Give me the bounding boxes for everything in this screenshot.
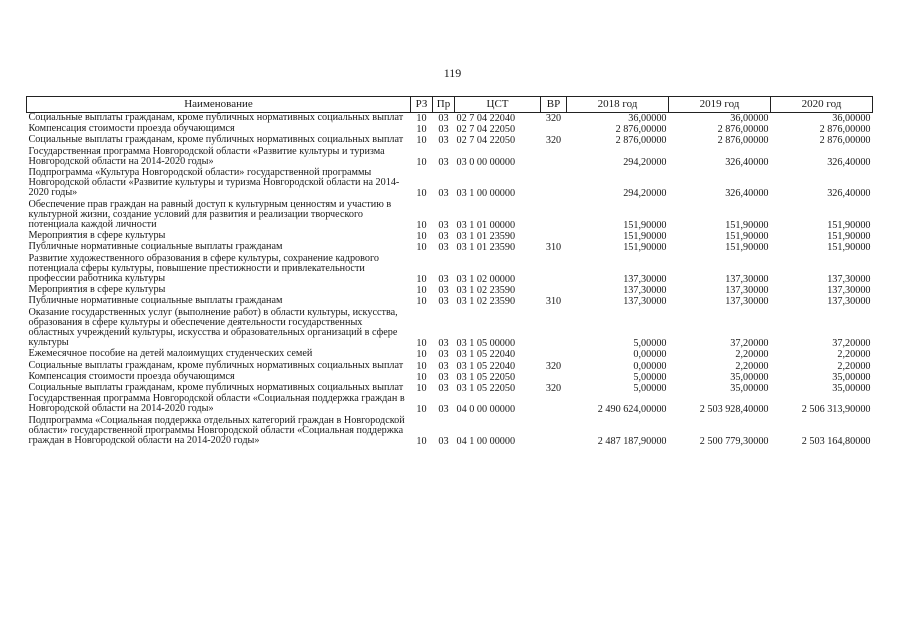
cell-2019: 2 876,00000 <box>717 124 769 136</box>
cell-vr <box>541 254 567 286</box>
cell-2019: 137,30000 <box>725 296 769 308</box>
cell-vr: 320 <box>545 113 562 124</box>
table-row <box>27 254 873 286</box>
cell-name: Подпрограмма «Социальная поддержка отдельных категорий граждан в Новгородской области» государственной программы Новгородской области «Социальная поддержка граждан в Новгородской области на 2014-2020 годы» <box>28 414 405 447</box>
cell-2019: 151,90000 <box>725 220 769 232</box>
cell-2020: 2,20000 <box>837 360 871 372</box>
cell-pr: 03 <box>438 371 449 383</box>
cell-2020: 151,90000 <box>827 220 871 232</box>
cell-name: Государственная программа Новгородской области «Социальная поддержка граждан в Новгородской области на 2014-2020 годы» <box>28 393 405 415</box>
column-header-rz: РЗ <box>411 97 433 113</box>
cell-rz: 10 <box>416 285 427 297</box>
column-header-2019: 2019 год <box>669 97 771 113</box>
cell-2019: 137,30000 <box>725 285 769 297</box>
cell-pr: 03 <box>438 156 449 168</box>
cell-name: Публичные нормативные социальные выплаты гражданам <box>28 295 283 307</box>
cell-2019: 151,90000 <box>725 242 769 254</box>
cell-vr <box>541 147 567 168</box>
cell-pr: 03 <box>438 349 449 361</box>
cell-rz: 10 <box>416 436 427 448</box>
cell-2020: 2 876,00000 <box>819 124 871 136</box>
table-row <box>27 147 873 168</box>
cell-pr: 03 <box>438 188 449 200</box>
table-row <box>27 135 873 146</box>
cell-2019: 151,90000 <box>725 231 769 243</box>
cell-vr <box>541 124 567 135</box>
cell-2018: 151,90000 <box>623 220 667 232</box>
cell-vr <box>541 349 567 360</box>
table-row <box>27 349 873 360</box>
cell-pr: 03 <box>438 436 449 448</box>
cell-pr: 03 <box>438 274 449 286</box>
cell-2020: 35,00000 <box>832 371 871 383</box>
cell-2020: 2 876,00000 <box>819 135 871 147</box>
cell-cst: 03 1 05 00000 <box>456 338 516 350</box>
cell-pr: 03 <box>438 360 449 372</box>
cell-2019: 326,40000 <box>725 188 769 200</box>
cell-cst: 03 1 05 22040 <box>456 360 516 372</box>
cell-2020: 37,20000 <box>832 338 871 350</box>
cell-name: Социальные выплаты гражданам, кроме публичных нормативных социальных выплат <box>28 134 404 146</box>
cell-rz: 10 <box>416 135 427 147</box>
column-header-pr: Пр <box>433 97 455 113</box>
table-row <box>27 200 873 232</box>
cell-rz: 10 <box>416 274 427 286</box>
cell-vr: 310 <box>545 242 562 254</box>
column-header-vr: ВР <box>541 97 567 113</box>
cell-2019: 36,00000 <box>730 113 769 124</box>
cell-rz: 10 <box>416 360 427 372</box>
cell-2019: 35,00000 <box>730 383 769 395</box>
cell-cst: 02 7 04 22050 <box>456 135 516 147</box>
column-header-cst: ЦСТ <box>455 97 541 113</box>
cell-2018: 2 876,00000 <box>615 135 667 147</box>
cell-2018: 5,00000 <box>633 383 667 395</box>
cell-rz: 10 <box>416 371 427 383</box>
cell-cst: 03 1 05 22050 <box>456 383 516 395</box>
cell-cst: 03 1 02 00000 <box>456 274 516 286</box>
cell-cst: 03 1 02 23590 <box>456 285 516 297</box>
cell-vr <box>541 372 567 383</box>
table-row <box>27 242 873 253</box>
table-header-row <box>27 97 873 113</box>
cell-2020: 151,90000 <box>827 231 871 243</box>
cell-2018: 294,20000 <box>623 188 667 200</box>
cell-2020: 35,00000 <box>832 383 871 395</box>
cell-2020: 326,40000 <box>827 156 871 168</box>
cell-2020: 2 503 164,80000 <box>801 436 871 448</box>
table-row <box>27 296 873 307</box>
cell-rz: 10 <box>416 220 427 232</box>
cell-pr: 03 <box>438 296 449 308</box>
cell-2018: 151,90000 <box>623 242 667 254</box>
cell-name: Развитие художественного образования в сфере культуры, сохранение кадрового потенциала сферы культуры, повышение престижности и привлекательности профессии работника культуры <box>28 252 379 285</box>
cell-cst: 03 1 05 22050 <box>456 371 516 383</box>
cell-2018: 5,00000 <box>633 371 667 383</box>
cell-2020: 137,30000 <box>827 296 871 308</box>
cell-rz: 10 <box>416 296 427 308</box>
cell-name: Государственная программа Новгородской области «Развитие культуры и туризма Новгородской области на 2014-2020 годы» <box>28 145 385 167</box>
cell-vr: 320 <box>545 360 562 372</box>
cell-2020: 2,20000 <box>837 349 871 361</box>
table-row <box>27 168 873 200</box>
cell-rz: 10 <box>416 338 427 350</box>
cell-vr <box>541 168 567 200</box>
cell-cst: 03 0 00 00000 <box>456 156 516 168</box>
cell-rz: 10 <box>416 383 427 395</box>
cell-2020: 2 506 313,90000 <box>801 404 871 416</box>
cell-2018: 2 490 624,00000 <box>597 404 667 416</box>
cell-2019: 2,20000 <box>735 360 769 372</box>
cell-name: Социальные выплаты гражданам, кроме публичных нормативных социальных выплат <box>28 382 404 394</box>
cell-cst: 03 1 05 22040 <box>456 349 516 361</box>
cell-2018: 0,00000 <box>633 360 667 372</box>
cell-vr <box>541 200 567 232</box>
cell-cst: 02 7 04 22050 <box>456 124 516 136</box>
cell-2019: 326,40000 <box>725 156 769 168</box>
cell-2018: 0,00000 <box>633 349 667 361</box>
cell-cst: 02 7 04 22040 <box>456 113 516 124</box>
cell-pr: 03 <box>438 220 449 232</box>
cell-rz: 10 <box>416 188 427 200</box>
cell-2020: 326,40000 <box>827 188 871 200</box>
cell-2018: 5,00000 <box>633 338 667 350</box>
cell-name: Социальные выплаты гражданам, кроме публичных нормативных социальных выплат <box>28 112 404 123</box>
cell-rz: 10 <box>416 231 427 243</box>
column-header-2020: 2020 год <box>771 97 873 113</box>
cell-pr: 03 <box>438 338 449 350</box>
cell-name: Публичные нормативные социальные выплаты гражданам <box>28 241 283 253</box>
cell-2018: 2 876,00000 <box>615 124 667 136</box>
cell-2018: 137,30000 <box>623 296 667 308</box>
cell-2020: 151,90000 <box>827 242 871 254</box>
cell-pr: 03 <box>438 135 449 147</box>
cell-rz: 10 <box>416 242 427 254</box>
cell-2019: 2 500 779,30000 <box>699 436 769 448</box>
cell-pr: 03 <box>438 383 449 395</box>
cell-2019: 2 503 928,40000 <box>699 404 769 416</box>
cell-pr: 03 <box>438 113 449 124</box>
cell-cst: 03 1 02 23590 <box>456 296 516 308</box>
cell-cst: 04 1 00 00000 <box>456 436 516 448</box>
cell-cst: 04 0 00 00000 <box>456 404 516 416</box>
cell-vr <box>541 394 567 415</box>
cell-2019: 2 876,00000 <box>717 135 769 147</box>
cell-pr: 03 <box>438 285 449 297</box>
cell-pr: 03 <box>438 231 449 243</box>
cell-2020: 137,30000 <box>827 274 871 286</box>
budget-table <box>26 96 873 447</box>
table-row <box>27 416 873 448</box>
cell-2019: 37,20000 <box>730 338 769 350</box>
cell-vr: 320 <box>545 383 562 395</box>
cell-2019: 2,20000 <box>735 349 769 361</box>
cell-name: Мероприятия в сфере культуры <box>28 284 166 296</box>
cell-rz: 10 <box>416 156 427 168</box>
cell-2018: 151,90000 <box>623 231 667 243</box>
cell-vr <box>541 416 567 448</box>
cell-cst: 03 1 01 00000 <box>456 220 516 232</box>
cell-name: Социальные выплаты гражданам, кроме публичных нормативных социальных выплат <box>28 359 404 371</box>
cell-name: Компенсация стоимости проезда обучающимся <box>28 370 235 382</box>
cell-2018: 2 487 187,90000 <box>597 436 667 448</box>
table-body <box>27 113 873 448</box>
table-row <box>27 308 873 350</box>
cell-2018: 137,30000 <box>623 285 667 297</box>
cell-rz: 10 <box>416 404 427 416</box>
cell-name: Компенсация стоимости проезда обучающимся <box>28 123 235 135</box>
cell-vr: 320 <box>545 135 562 147</box>
cell-2018: 137,30000 <box>623 274 667 286</box>
cell-rz: 10 <box>416 113 427 124</box>
cell-pr: 03 <box>438 124 449 136</box>
cell-vr <box>541 285 567 296</box>
cell-pr: 03 <box>438 242 449 254</box>
cell-cst: 03 1 00 00000 <box>456 188 516 200</box>
cell-name: Мероприятия в сфере культуры <box>28 230 166 242</box>
cell-cst: 03 1 01 23590 <box>456 242 516 254</box>
cell-vr <box>541 231 567 242</box>
table-row <box>27 394 873 415</box>
cell-name: Подпрограмма «Культура Новгородской области» государственной программы Новгородской области «Развитие культуры и туризма Новгородской области на 2014-2020 годы» <box>28 167 400 199</box>
cell-pr: 03 <box>438 404 449 416</box>
column-header-name: Наименование <box>27 97 411 113</box>
cell-2018: 36,00000 <box>628 113 667 124</box>
column-header-2018: 2018 год <box>567 97 669 113</box>
cell-2018: 294,20000 <box>623 156 667 168</box>
cell-vr <box>541 308 567 350</box>
cell-2020: 36,00000 <box>832 113 871 124</box>
cell-2019: 137,30000 <box>725 274 769 286</box>
cell-rz: 10 <box>416 349 427 361</box>
page-number: 119 <box>443 66 462 80</box>
cell-rz: 10 <box>416 124 427 136</box>
cell-2019: 35,00000 <box>730 371 769 383</box>
cell-name: Ежемесячное пособие на детей малоимущих студенческих семей <box>28 348 313 360</box>
cell-name: Обеспечение прав граждан на равный доступ к культурным ценностям и участию в культурной жизни, создание условий для развития и реализации творческого потенциала каждой личности <box>28 198 392 231</box>
cell-vr: 310 <box>545 296 562 308</box>
cell-2020: 137,30000 <box>827 285 871 297</box>
cell-name: Оказание государственных услуг (выполнение работ) в области культуры, искусства, образования в сфере культуры и обеспечение деятельности государственных областных учреждений культуры, искусства и образовательных организаций в сфере культуры <box>28 306 398 349</box>
cell-cst: 03 1 01 23590 <box>456 231 516 243</box>
